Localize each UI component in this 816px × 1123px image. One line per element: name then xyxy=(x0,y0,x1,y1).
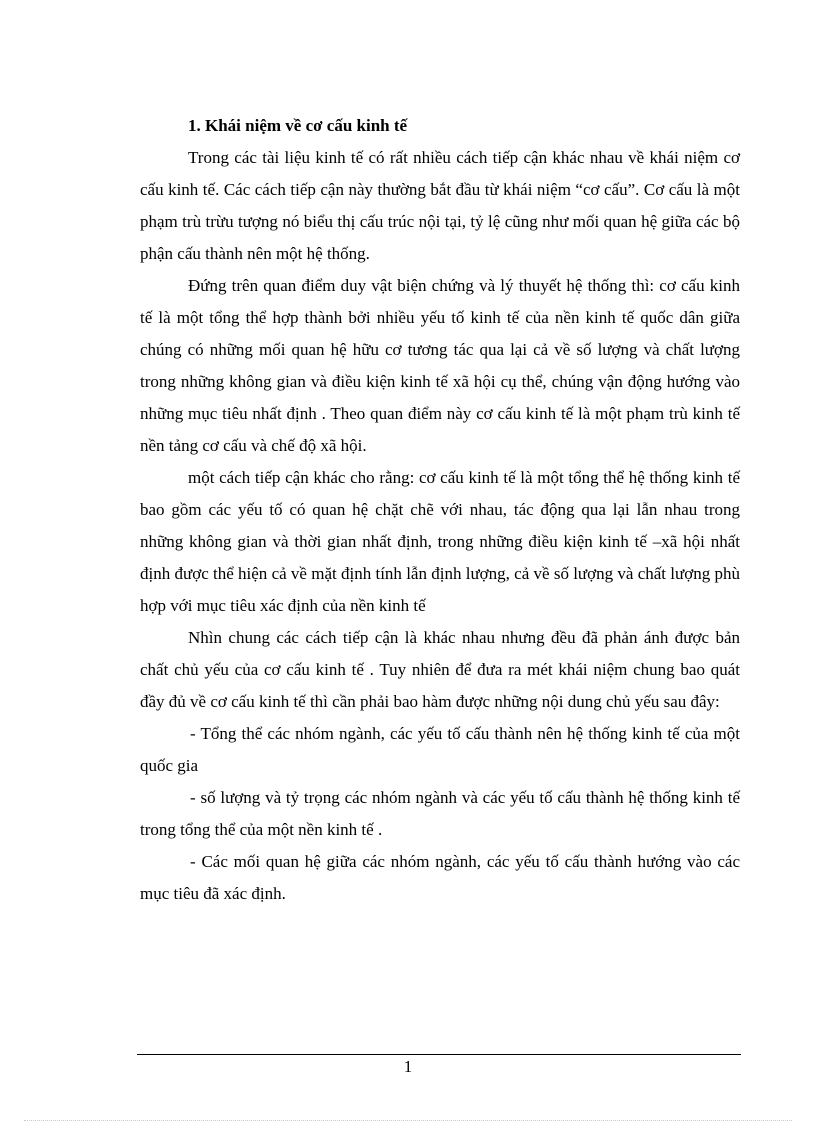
page-bottom-edge xyxy=(24,1120,792,1121)
page-body xyxy=(140,110,740,910)
section-heading: 1. Khái niệm về cơ cấu kinh tế xyxy=(188,116,408,135)
page-number: 1 xyxy=(403,1057,413,1076)
paragraph-4: Nhìn chung các cách tiếp cận là khác nhau nhưng đều đã phản ánh được bản chất chủ yếu của cơ cấu kinh tế . Tuy nhiên để đưa ra mét khái niệm chung bao quát đầy đủ về cơ cấu kinh tế thì cần phải bao hàm được những nội dung chủ yếu sau đây: xyxy=(140,628,740,711)
bullet-item-1: - Tổng thể các nhóm ngành, các yếu tố cấu thành nên hệ thống kinh tế của một quốc gia xyxy=(140,724,740,775)
bullet-item-3: - Các mối quan hệ giữa các nhóm ngành, các yếu tố cấu thành hướng vào các mục tiêu đã xác định. xyxy=(140,852,740,903)
paragraph-1: Trong các tài liệu kinh tế có rất nhiều cách tiếp cận khác nhau về khái niệm cơ cấu kinh tế. Các cách tiếp cận này thường bắt đầu từ khái niệm “cơ cấu”. Cơ cấu là một phạm trù trừu tượng nó biểu thị cấu trúc nội tại, tỷ lệ cũng như mối quan hệ giữa các bộ phận cấu thành nên một hệ thống. xyxy=(140,148,740,263)
paragraph-2: Đứng trên quan điểm duy vật biện chứng và lý thuyết hệ thống thì: cơ cấu kinh tế là một tổng thể hợp thành bởi nhiều yếu tố kinh tế của nền kinh tế quốc dân giữa chúng có những mối quan hệ hữu cơ tương tác qua lại cả về số lượng và chất lượng trong những không gian và điều kiện kinh tế xã hội cụ thể, chúng vận động hướng vào những mục tiêu nhất định . Theo quan điểm này cơ cấu kinh tế là một phạm trù kinh tế nền tảng cơ cấu và chế độ xã hội. xyxy=(140,276,740,455)
footer-divider xyxy=(137,1054,741,1055)
bullet-item-2: - số lượng và tỷ trọng các nhóm ngành và các yếu tố cấu thành hệ thống kinh tế trong tổng thể của một nền kinh tế . xyxy=(140,788,740,839)
paragraph-3: một cách tiếp cận khác cho rằng: cơ cấu kinh tế là một tổng thể hệ thống kinh tế bao gồm các yếu tố có quan hệ chặt chẽ với nhau, tác động qua lại lẫn nhau trong những không gian và thời gian nhất định, trong những điều kiện kinh tế –xã hội nhất định được thể hiện cả về mặt định tính lẫn định lượng, cả về số lượng và chất lượng phù hợp với mục tiêu xác định của nền kinh tế xyxy=(140,468,740,615)
